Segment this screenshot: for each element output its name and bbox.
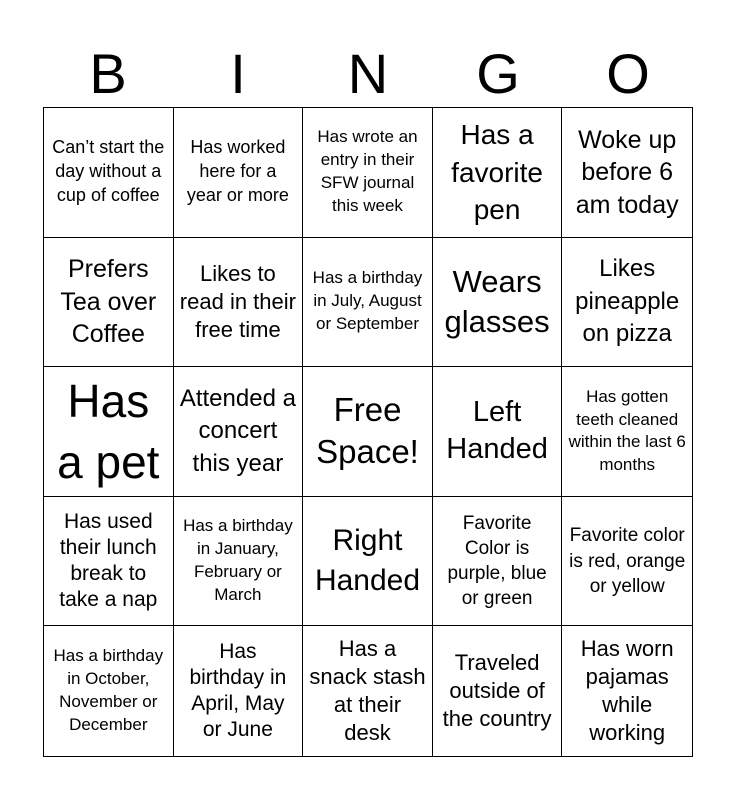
cell-text: Wears glasses xyxy=(444,264,550,339)
bingo-cell[interactable] xyxy=(433,238,563,368)
cell-text: Favorite color is red, orange or yellow xyxy=(569,525,686,597)
bingo-board xyxy=(43,107,693,757)
cell-text: Has worn pajamas while working xyxy=(580,635,674,746)
bingo-cell[interactable] xyxy=(44,238,174,368)
bingo-cell[interactable] xyxy=(433,367,563,497)
cell-text: Woke up before 6 am today xyxy=(575,125,679,219)
header-letter-i: I xyxy=(230,42,246,105)
header-letter-b: B xyxy=(89,42,127,105)
cell-text: Has worked here for a year or more xyxy=(186,137,289,206)
bingo-cell[interactable] xyxy=(562,238,692,368)
cell-text: Likes to read in their free time xyxy=(179,260,296,342)
bingo-cell[interactable] xyxy=(562,497,692,627)
bingo-cell[interactable] xyxy=(562,367,692,497)
bingo-cell[interactable] xyxy=(433,626,563,756)
cell-text: Likes pineapple on pizza xyxy=(575,255,680,348)
bingo-header xyxy=(43,40,693,108)
bingo-cell[interactable] xyxy=(562,626,692,756)
header-letter-n: N xyxy=(347,42,389,105)
bingo-cell[interactable] xyxy=(174,626,304,756)
bingo-cell[interactable] xyxy=(433,497,563,627)
cell-text: Has a snack stash at their desk xyxy=(309,635,426,746)
cell-text: Has a favorite pen xyxy=(451,119,543,225)
bingo-cell[interactable] xyxy=(303,626,433,756)
bingo-cell[interactable] xyxy=(44,497,174,627)
bingo-cell[interactable] xyxy=(303,238,433,368)
bingo-cell[interactable] xyxy=(303,108,433,238)
cell-text: Has birthday in April, May or June xyxy=(189,639,287,742)
cell-text: Has wrote an entry in their SFW journal this week xyxy=(317,127,418,216)
cell-text: Prefers Tea over Coffee xyxy=(60,255,157,349)
cell-text: Has gotten teeth cleaned within the last 6 months xyxy=(568,386,686,475)
bingo-cell[interactable] xyxy=(433,108,563,238)
bingo-cell[interactable] xyxy=(44,626,174,756)
cell-text: Attended a concert this year xyxy=(179,384,296,477)
cell-text: Right Handed xyxy=(314,524,421,598)
free-space-cell[interactable] xyxy=(303,367,433,497)
header-letter-o: O xyxy=(606,42,650,105)
bingo-cell[interactable] xyxy=(174,497,304,627)
cell-text: Has a birthday in July, August or September xyxy=(312,268,423,334)
cell-text: Has a birthday in October, November or December xyxy=(53,646,164,735)
cell-text: Left Handed xyxy=(446,395,548,466)
cell-text: Has a pet xyxy=(57,374,160,488)
bingo-cell[interactable] xyxy=(174,238,304,368)
cell-text: Free Space! xyxy=(316,391,419,471)
bingo-cell[interactable] xyxy=(562,108,692,238)
bingo-cell[interactable] xyxy=(174,367,304,497)
bingo-cell[interactable] xyxy=(174,108,304,238)
bingo-cell[interactable] xyxy=(44,108,174,238)
header-letter-g: G xyxy=(476,42,520,105)
cell-text: Can’t start the day without a cup of coffee xyxy=(52,137,165,206)
cell-text: Traveled outside of the country xyxy=(442,649,552,732)
cell-text: Has a birthday in January, February or March xyxy=(183,516,293,605)
cell-text: Has used their lunch break to take a nap xyxy=(59,509,158,612)
bingo-cell[interactable] xyxy=(303,497,433,627)
bingo-cell[interactable] xyxy=(44,367,174,497)
cell-text: Favorite Color is purple, blue or green xyxy=(447,512,547,610)
